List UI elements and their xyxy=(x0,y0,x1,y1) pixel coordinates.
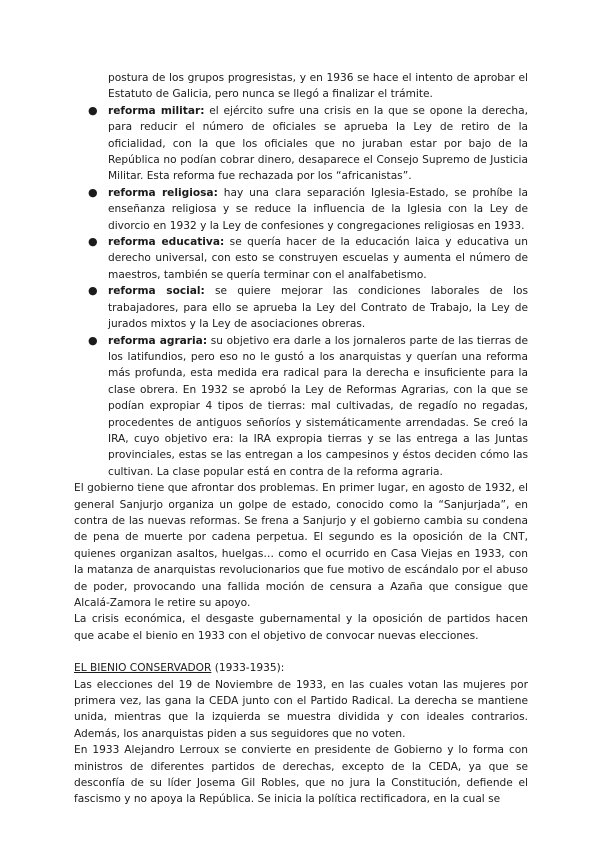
paragraph-government-problems: El gobierno tiene que afrontar dos problemas. En primer lugar, en agosto de 1932, el general Sanjurjo organiza un golpe de estado, conocido como la “Sanjurjada”, en contra de las nuevas reformas. Se frena a Sanjurjo y el gobierno cambia su condena de pena de muerte por cadena perpetua. El segundo es la oposición de la CNT, quienes organizan asaltos, huelgas… como el ocurrido en Casa Viejas en 1933, con la matanza de anarquistas revolucionarios que fue motivo de escándalo por el abuso de poder, provocando una fallida moción de censura a Azaña que consigue que Alcalá-Zamora le retire su apoyo. xyxy=(74,482,528,609)
bullet-icon: ● xyxy=(88,235,98,249)
section-years: (1933-1935): xyxy=(211,662,285,675)
reform-text: se quería hacer de la educación laica y educativa un derecho universal, con esto se construyen escuelas y aumenta el número de maestros, también se quería terminar con el analfabetismo. xyxy=(108,236,528,281)
reform-term: reforma social: xyxy=(108,285,205,298)
reform-term: reforma militar: xyxy=(108,104,205,117)
bullet-icon: ● xyxy=(88,284,98,298)
reform-text: hay una clara separación Iglesia-Estado, se prohíbe la enseñanza religiosa y se reduce la influencia de la Iglesia con la Ley de divorcio en 1932 y la Ley de confesiones y congregaciones religiosas en 1933. xyxy=(108,186,528,232)
document-body xyxy=(74,70,528,808)
paragraph-lerroux: En 1933 Alejandro Lerroux se convierte en presidente de Gobierno y lo forma con ministros de diferentes partidos de derechas, excepto de la CEDA, ya que se desconfía de su líder Josema Gil Robles, que no jura la Constitución, defiende el fascismo y no apoya la República. Se inicia la política rectificadora, en la cual se xyxy=(74,744,528,806)
paragraph-elections: Las elecciones del 19 de Noviembre de 1933, en las cuales votan las mujeres por primera vez, las gana la CEDA junto con el Partido Radical. La derecha se mantiene unida, mientras que la izquierda se muestra dividida y con ideales contrarios. Además, los anarquistas piden a sus seguidores que no voten. xyxy=(74,678,528,740)
reform-educational xyxy=(88,234,528,283)
bullet-icon: ● xyxy=(88,185,98,199)
reforms-list xyxy=(88,103,528,480)
reform-term: reforma religiosa: xyxy=(108,186,218,199)
intro-continuation: postura de los grupos progresistas, y en 1936 se hace el intento de aprobar el Estatuto de Galicia, pero nunca se llegó a finalizar el trámite. xyxy=(108,72,528,101)
bullet-icon: ● xyxy=(88,333,98,347)
reform-text: se quiere mejorar las condiciones laborales de los trabajadores, para ello se aprueba la Ley del Contrato de Trabajo, la Ley de jurados mixtos y la Ley de asociaciones obreras. xyxy=(108,285,528,331)
paragraph-crisis: La crisis económica, el desgaste gubernamental y la oposición de partidos hacen que acabe el bienio en 1933 con el objetivo de convocar nuevas elecciones. xyxy=(74,613,528,642)
reform-religious xyxy=(88,185,528,234)
bullet-icon: ● xyxy=(88,103,98,117)
reform-social xyxy=(88,283,528,332)
reform-term: reforma educativa: xyxy=(108,236,225,249)
reform-military xyxy=(88,103,528,185)
section-title: EL BIENIO CONSERVADOR xyxy=(74,662,212,675)
section-heading xyxy=(74,660,528,676)
reform-text: su objetivo era darle a los jornaleros parte de las tierras de los latifundios, pero eso no le gustó a los anarquistas y querían una reforma más profunda, esta medida era radical para la derecha e insuficiente para la clase obrera. En 1932 se aprobó la Ley de Reformas Agrarias, con la que se podían expropiar 4 tipos de tierras: mal cultivadas, de regadío no regadas, procedentes de antiguos señoríos y sistemáticamente arrendadas. Se creó la IRA, cuyo objetivo era: la IRA expropia tierras y se las entrega a las Juntas provinciales, estas se las entregan a los campesinos y éstos deciden cómo las cultivan. La clase popular está en contra de la reforma agraria. xyxy=(108,334,528,478)
reform-term: reforma agraria: xyxy=(108,334,208,347)
reform-text: el ejército sufre una crisis en la que se opone la derecha, para reducir el número de oficiales se aprueba la Ley de retiro de la oficialidad, con la que los oficiales que no juraban estar por bajo de la República no podían cobrar dinero, desaparece el Consejo Supremo de Justicia Militar. Esta reforma fue rechazada por los “africanistas”. xyxy=(108,104,528,183)
reform-agrarian xyxy=(88,333,528,481)
